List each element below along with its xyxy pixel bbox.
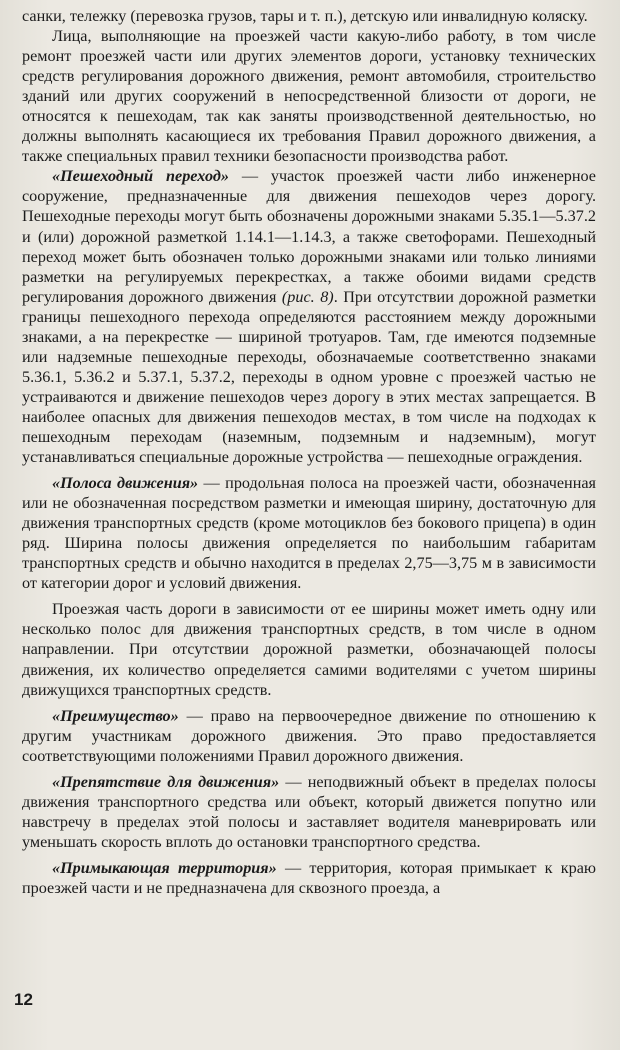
definition-text: — продольная полоса на проезжей части, обозначенная или не обозначенная посредством разметки и имеющая ширину, достаточную для движения транспортных средств (кроме мотоциклов без бокового прицепа) в один ряд. Ширина полосы движения определяется по наибольшим габаритам транспортных средств и обычно находится в пределах 2,75—3,75 м в зависимости от категории дорог и условий движения. <box>22 474 596 593</box>
definition-text: — неподвижный объект в пределах полосы движения транспортного средства или объект, который движется попутно или навстречу в пределах этой полосы и заставляет водителя маневрировать или уменьшать скорость вплоть до остановки транспортного средства. <box>22 772 596 851</box>
term-adjacent-territory: «Примыкающая территория» <box>52 858 277 877</box>
term-obstacle: «Препятствие для движения» <box>52 772 280 791</box>
paragraph-workers: Лица, выполняющие на проезжей части какую-либо работу, в том числе ремонт проезжей части или других элементов дороги, установку технических средств регулирования дорожного движения, ремонт автомобиля, строительство зданий или других сооружений в непосредственной близости от дороги, не относятся к пешеходам, так как заняты производственной деятельностью, но должны выполнять касающиеся их требования Правил дорожного движения, а также специальных правил техники безопасности производства работ. <box>22 27 596 166</box>
definition-text: — участок проезжей части либо инженерное сооружение, предназначенные для движения пешеходов через дорогу. Пешеходные переходы могут быть обозначены дорожными знаками 5.35.1—5.37.2 и (или) дорожной разметкой 1.14.1—1.14.3, а также светофорами. Пешеходный переход может быть обозначен только дорожными знаками или только линиями разметки на регулируемых перекрестках, а также обоими видами средств регулирования дорожного движения <box>22 167 596 306</box>
paragraph-traffic-lane <box>22 473 596 593</box>
term-traffic-lane: «Полоса движения» <box>52 474 199 493</box>
definition-text: — территория, которая примыкает к краю проезжей части и не предназначена для сквозного проезда, а <box>22 858 596 897</box>
paragraph-adjacent-territory <box>22 858 596 898</box>
figure-reference: (рис. 8) <box>281 287 334 306</box>
paragraph-continuation: санки, тележку (перевозка грузов, тары и т. п.), детскую или инвалидную коляску. <box>22 7 588 25</box>
definition-text: — право на первоочередное движение по отношению к другим участникам дорожного движения. Это право предоставляется соответствующими положениями Правил дорожного движения. <box>22 706 596 765</box>
definition-text: . При отсутствии дорожной разметки границы пешеходного перехода определяются расстоянием между дорожными знаками, а на перекрестке — шириной тротуаров. Там, где имеются подземные или надземные пешеходные переходы, обозначаемые соответственно знаками 5.36.1, 5.36.2 и 5.37.1, 5.37.2, переходы в одном уровне с проезжей частью не устраиваются и движение пешеходов через дорогу в этих местах запрещается. В наиболее опасных для движения пешеходов местах, в том числе на подходах к пешеходным переходам (наземным, подземным и надземным), могут устанавливаться специальные дорожные устройства — пешеходные ограждения. <box>22 287 597 467</box>
page-number: 12 <box>14 990 33 1009</box>
paragraph-carriageway-lanes: Проезжая часть дороги в зависимости от ее ширины может иметь одну или несколько полос для движения транспортных средств, в том числе в одном направлении. При отсутствии дорожной разметки, обозначающей полосы движения, их количество определяется самими водителями с учетом ширины движущихся транспортных средств. <box>22 600 596 699</box>
paragraph-obstacle <box>22 772 596 852</box>
term-pedestrian-crossing: «Пешеходный переход» <box>52 167 229 186</box>
paragraph-pedestrian-crossing <box>22 166 596 467</box>
term-priority: «Преимущество» <box>52 706 179 725</box>
paragraph-priority <box>22 706 596 766</box>
